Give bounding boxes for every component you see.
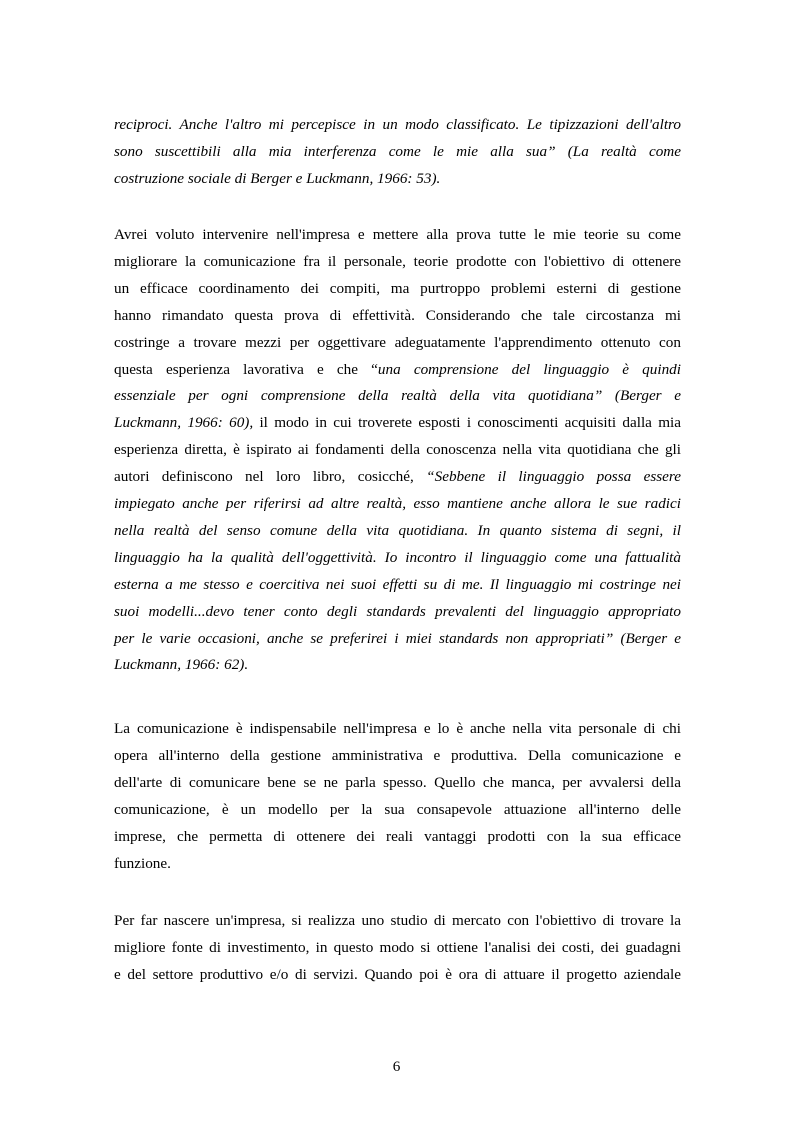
italic-text: “Sebbene il linguaggio possa essere (426, 468, 681, 486)
text-line (114, 718, 681, 740)
text-line (114, 359, 681, 381)
italic-text: linguaggio ha la qualità dell'oggettività. Io incontro il linguaggio come una fattualità (114, 548, 681, 566)
italic-text: nella realtà del senso comune della vita quotidiana. In quanto sistema di segni, il (114, 521, 681, 539)
text-line (114, 853, 681, 875)
text: hanno rimandato questa prova di effettività. Considerando che tale circostanza mi (114, 306, 681, 324)
text-line (114, 628, 681, 650)
text-line (114, 251, 681, 273)
text-line (114, 114, 681, 136)
text-line (114, 466, 681, 488)
text: esperienza diretta, è ispirato ai fondamenti della conoscenza nella vita quotidiana che gli (114, 441, 681, 459)
text: imprese, che permetta di ottenere dei reali vantaggi prodotti con la sua efficace (114, 827, 681, 845)
italic-text: sono suscettibili alla mia interferenza come le mie alla sua” (La realtà come (114, 142, 681, 160)
text-line (114, 654, 681, 676)
text-line (114, 547, 681, 569)
text: Per far nascere un'impresa, si realizza uno studio di mercato con l'obiettivo di trovare la (114, 912, 681, 929)
text: migliore fonte di investimento, in questo modo si ottiene l'analisi dei costi, dei guadagni (114, 938, 681, 956)
text-line (114, 493, 681, 515)
text: questa esperienza lavorativa e che “ (114, 360, 378, 378)
text-line (114, 141, 681, 163)
text-line (114, 412, 681, 434)
text: autori definiscono nel loro libro, cosicché, (114, 468, 427, 486)
text-line (114, 799, 681, 821)
text: opera all'interno della gestione amministrativa e produttiva. Della comunicazione e (114, 746, 681, 764)
italic-text: Luckmann, 1966: 60), (114, 414, 254, 432)
italic-text: costruzione sociale di Berger e Luckmann, 1966: 53). (114, 169, 441, 187)
text-line (114, 745, 681, 767)
text-line (114, 937, 681, 959)
text-line (114, 168, 681, 190)
text-line (114, 520, 681, 542)
text-line (114, 305, 681, 327)
text-line (114, 964, 681, 986)
italic-text: esterna a me stesso e coercitiva nei suoi effetti su di me. Il linguaggio mi costringe nei (114, 575, 681, 593)
page-number: 6 (392, 1058, 401, 1075)
italic-text: per le varie occasioni, anche se preferirei i miei standards non appropriati” (Berger e (114, 629, 681, 647)
text: Avrei voluto intervenire nell'impresa e mettere alla prova tutte le mie teorie su come (114, 226, 681, 243)
text: costringe a trovare mezzi per oggettivare adeguatamente l'apprendimento ottenuto con (114, 333, 681, 351)
text: un efficace coordinamento dei compiti, ma purtroppo problemi esterni di gestione (114, 279, 681, 297)
text-line (114, 439, 681, 461)
text: il modo in cui troverete esposti i conoscimenti acquisiti dalla mia (253, 414, 681, 432)
italic-text: essenziale per ogni comprensione della realtà della vita quotidiana” (Berger e (114, 387, 681, 405)
text-line (114, 910, 681, 932)
italic-text: Luckmann, 1966: 62). (114, 656, 249, 674)
text: migliorare la comunicazione fra il personale, teorie prodotte con l'obiettivo di ottenere (114, 252, 681, 270)
text: La comunicazione è indispensabile nell'impresa e lo è anche nella vita personale di chi (114, 720, 681, 737)
text-line (114, 224, 681, 246)
text: dell'arte di comunicare bene se ne parla spesso. Quello che manca, per avvalersi della (114, 773, 681, 791)
text-line (114, 601, 681, 623)
italic-text: impiegato anche per riferirsi ad altre realtà, esso mantiene anche allora le sue radici (114, 495, 681, 512)
text-line (114, 385, 681, 407)
text: funzione. (114, 854, 171, 872)
italic-text: suoi modelli...devo tener conto degli standards prevalenti del linguaggio appropriato (114, 602, 681, 620)
text-line (114, 772, 681, 794)
text: e del settore produttivo e/o di servizi. Quando poi è ora di attuare il progetto aziendale (114, 965, 681, 983)
italic-text: reciproci. Anche l'altro mi percepisce in un modo classificato. Le tipizzazioni dell'altro (114, 116, 681, 133)
text-line (114, 826, 681, 848)
text-line (114, 332, 681, 354)
italic-text: una comprensione del linguaggio è quindi (377, 360, 681, 378)
text-line (114, 574, 681, 596)
text-line (114, 278, 681, 300)
text: comunicazione, è un modello per la sua consapevole attuazione all'interno delle (114, 800, 681, 818)
